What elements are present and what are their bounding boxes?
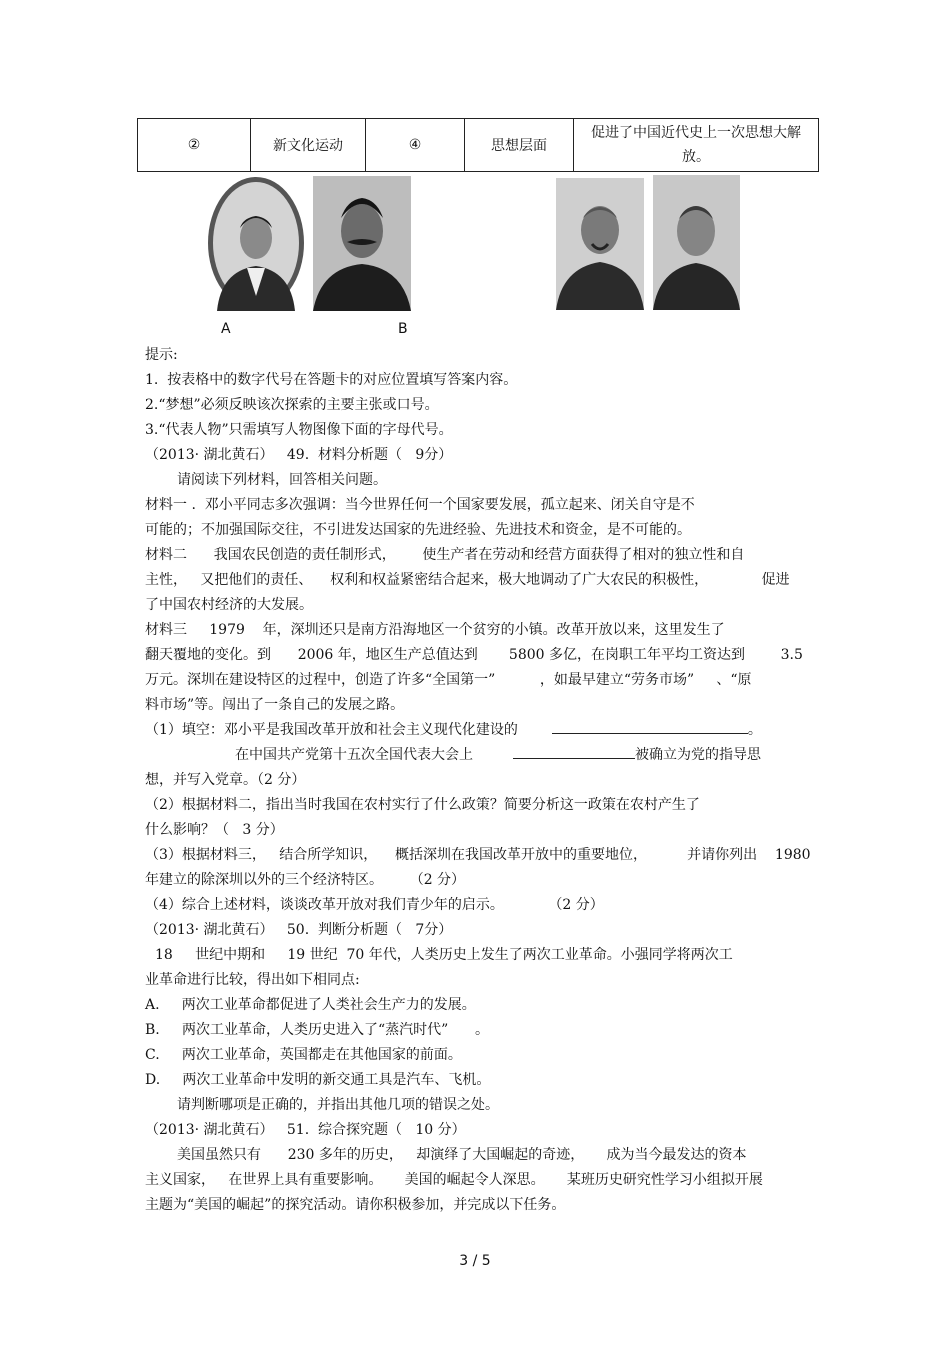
question-text: 在中国共产党第十五次全国代表大会上: [235, 747, 473, 763]
portrait-a-image: [207, 176, 305, 311]
question-50-intro: 18 世纪中期和 19 世纪 70 年代，人类历史上发生了两次工业革命。小强同学将两次工: [155, 947, 733, 963]
question-49-3: （3）根据材料三， 结合所学知识， 概括深圳在我国改革开放中的重要地位， 并请你列出 1980: [145, 847, 811, 863]
question-text: 被确立为党的指导思: [635, 747, 761, 763]
material-2-line: 了中国农村经济的大发展。: [145, 597, 313, 613]
material-1-line: 材料一 . 邓小平同志多次强调：当今世界任何一个国家要发展，孤立起来、闭关自守是不: [145, 497, 695, 513]
question-51-paragraph: 主义国家， 在世界上具有重要影响。 美国的崛起令人深思。 某班历史研究性学习小组拟开展: [145, 1172, 763, 1188]
question-text: （1）填空：邓小平是我国改革开放和社会主义现代化建设的: [145, 722, 518, 738]
portrait-b-label: B: [398, 321, 408, 337]
material-2-line: 主性， 又把他们的责任、 权利和权益紧密结合起来，极大地调动了广大农民的积极性， 促进: [145, 572, 790, 588]
question-51-paragraph: 主题为“美国的崛起”的探究活动。请你积极参加，并完成以下任务。: [145, 1197, 566, 1213]
question-49-header: （2013· 湖北黄石） 49. 材料分析题（ 9分）: [145, 447, 453, 463]
table-cell-number: ④: [366, 119, 465, 172]
question-50-intro: 业革命进行比较，得出如下相同点:: [145, 972, 360, 988]
option-c: C. 两次工业革命，英国都走在其他国家的前面。: [145, 1047, 462, 1063]
question-51-paragraph: 美国虽然只有 230 多年的历史， 却演绎了大国崛起的奇迹， 成为当今最发达的资本: [177, 1147, 747, 1163]
material-2-line: 材料二 我国农民创造的责任制形式， 使生产者在劳动和经营方面获得了相对的独立性和自: [145, 547, 745, 563]
question-49-1: [145, 718, 815, 743]
material-3-line: 翻天覆地的变化。到 2006 年，地区生产总值达到 5800 多亿，在岗职工年平均工资达到 3.5: [145, 647, 803, 663]
hints-title: 提示:: [145, 347, 178, 363]
hint-item: 3.“代表人物”只需填写人物图像下面的字母代号。: [145, 422, 453, 438]
portrait-a-label: A: [221, 321, 231, 337]
question-49-2: （2）根据材料二，指出当时我国在农村实行了什么政策？简要分析这一政策在农村产生了: [145, 797, 700, 813]
question-51-header: （2013· 湖北黄石） 51. 综合探究题（ 10 分）: [145, 1122, 466, 1138]
question-49-intro: 请阅读下列材料，回答相关问题。: [177, 472, 387, 488]
table-cell-event: 新文化运动: [251, 119, 366, 172]
question-text: 。: [747, 722, 762, 738]
question-49-1-cont: [145, 743, 815, 768]
option-a: A. 两次工业革命都促进了人类社会生产力的发展。: [145, 997, 476, 1013]
question-50-header: （2013· 湖北黄石） 50. 判断分析题（ 7分）: [145, 922, 453, 938]
question-49-1-cont: 想，并写入党章。（2 分）: [145, 772, 306, 788]
table-cell-level: 思想层面: [465, 119, 574, 172]
material-3-line: 万元。深圳在建设特区的过程中，创造了许多“全国第一” ，如最早建立“劳务市场” 、“原: [145, 672, 752, 688]
option-b: B. 两次工业革命，人类历史进入了“蒸汽时代” 。: [145, 1022, 490, 1038]
table-cell-effect: 促进了中国近代史上一次思想大解放。: [574, 119, 819, 172]
material-1-line: 可能的；不加强国际交往，不引进发达国家的先进经验、先进技术和资金，是不可能的。: [145, 522, 691, 538]
portrait-d-image: [653, 175, 740, 310]
question-50-ask: 请判断哪项是正确的，并指出其他几项的错误之处。: [177, 1097, 499, 1113]
hint-item: 2.“梦想”必须反映该次探索的主要主张或口号。: [145, 397, 439, 413]
hint-item: 1. 按表格中的数字代号在答题卡的对应位置填写答案内容。: [145, 372, 518, 388]
material-3-line: 料市场”等。闯出了一条自己的发展之路。: [145, 697, 405, 713]
portrait-c-image: [556, 178, 644, 310]
page-number: 3 / 5: [459, 1253, 491, 1269]
answer-blank[interactable]: [513, 744, 635, 759]
material-3-line: 材料三 1979 年，深圳还只是南方沿海地区一个贫穷的小镇。改革开放以来，这里发生了: [145, 622, 725, 638]
option-d: D. 两次工业革命中发明的新交通工具是汽车、飞机。: [145, 1072, 491, 1088]
portrait-b-image: [313, 176, 411, 311]
question-49-4: （4）综合上述材料，谈谈改革开放对我们青少年的启示。 （2 分）: [145, 897, 604, 913]
document-body: [145, 343, 815, 1218]
table-cell-number: ②: [138, 119, 251, 172]
question-49-3-cont: 年建立的除深圳以外的三个经济特区。 （2 分）: [145, 872, 466, 888]
answer-table: [137, 118, 819, 172]
table-row: [138, 119, 819, 172]
question-49-2-cont: 什么影响？（ 3 分）: [145, 822, 284, 838]
answer-blank[interactable]: [552, 719, 748, 734]
